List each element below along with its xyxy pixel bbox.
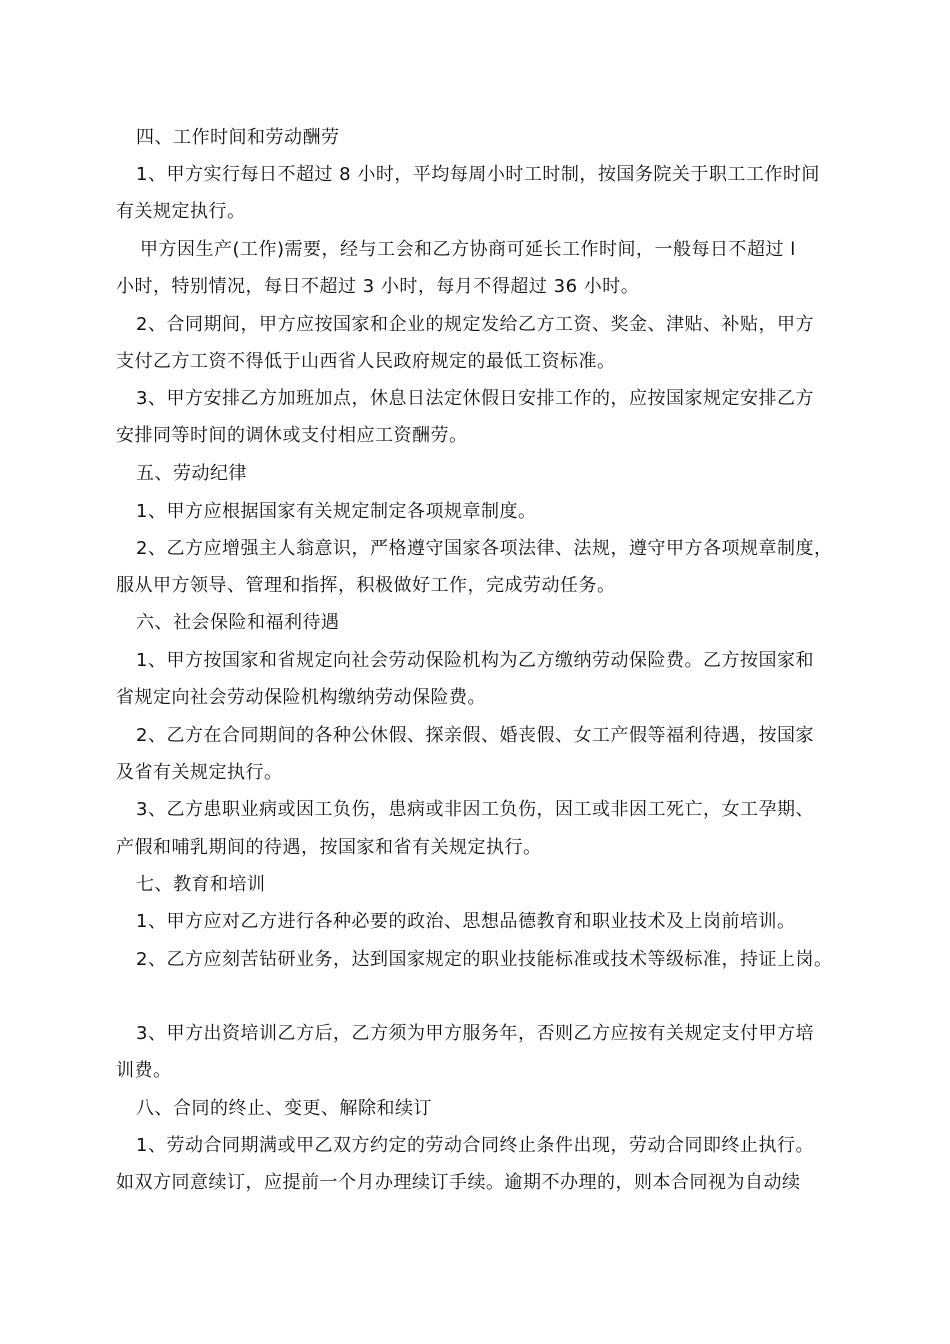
section-heading-5: 五、劳动纪律 bbox=[136, 463, 247, 484]
paragraph-line: 甲方因生产(工作)需要，经与工会和乙方协商可延长工作时间，一般每日不超过 l bbox=[140, 239, 796, 260]
paragraph-line: 1、甲方按国家和省规定向社会劳动保险机构为乙方缴纳劳动保险费。乙方按国家和 bbox=[136, 650, 814, 671]
paragraph-line: 2、乙方应增强主人翁意识，严格遵守国家各项法律、法规，遵守甲方各项规章制度， bbox=[136, 538, 833, 559]
paragraph-line: 1、甲方应对乙方进行各种必要的政治、思想品德教育和职业技术及上岗前培训。 bbox=[136, 911, 796, 932]
paragraph-line: 3、甲方出资培训乙方后，乙方须为甲方服务年，否则乙方应按有关规定支付甲方培 bbox=[136, 1023, 814, 1044]
paragraph-line: 产假和哺乳期间的待遇，按国家和省有关规定执行。 bbox=[116, 837, 542, 858]
paragraph-line: 1、甲方实行每日不超过 8 小时，平均每周小时工时制，按国务院关于职工工作时间 bbox=[136, 164, 820, 185]
section-heading-4: 四、工作时间和劳动酬劳 bbox=[136, 127, 340, 148]
paragraph-line: 安排同等时间的调休或支付相应工资酬劳。 bbox=[116, 425, 468, 446]
paragraph-line: 训费。 bbox=[116, 1060, 172, 1081]
paragraph-line: 如双方同意续订，应提前一个月办理续订手续。逾期不办理的，则本合同视为自动续 bbox=[116, 1172, 801, 1193]
paragraph-line: 省规定向社会劳动保险机构缴纳劳动保险费。 bbox=[116, 687, 486, 708]
section-heading-6: 六、社会保险和福利待遇 bbox=[136, 612, 340, 633]
section-heading-7: 七、教育和培训 bbox=[136, 874, 266, 895]
paragraph-line: 小时，特别情况，每日不超过 3 小时，每月不得超过 36 小时。 bbox=[116, 276, 640, 297]
section-heading-8: 八、合同的终止、变更、解除和续订 bbox=[136, 1098, 432, 1119]
paragraph-line: 服从甲方领导、管理和指挥，积极做好工作，完成劳动任务。 bbox=[116, 575, 616, 596]
paragraph-line: 1、甲方应根据国家有关规定制定各项规章制度。 bbox=[136, 501, 537, 522]
paragraph-line: 支付乙方工资不得低于山西省人民政府规定的最低工资标准。 bbox=[116, 351, 616, 372]
paragraph-line: 有关规定执行。 bbox=[116, 201, 246, 222]
paragraph-line: 及省有关规定执行。 bbox=[116, 762, 283, 783]
paragraph-line: 2、乙方在合同期间的各种公休假、探亲假、婚丧假、女工产假等福利待遇，按国家 bbox=[136, 725, 814, 746]
paragraph-line: 3、乙方患职业病或因工负伤，患病或非因工负伤，因工或非因工死亡，女工孕期、 bbox=[136, 799, 814, 820]
paragraph-line: 3、甲方安排乙方加班加点，休息日法定休假日安排工作的，应按国家规定安排乙方 bbox=[136, 388, 814, 409]
paragraph-line: 2、合同期间，甲方应按国家和企业的规定发给乙方工资、奖金、津贴、补贴，甲方 bbox=[136, 314, 814, 335]
paragraph-line: 2、乙方应刻苦钻研业务，达到国家规定的职业技能标准或技术等级标准，持证上岗。 bbox=[136, 949, 833, 970]
paragraph-line: 1、劳动合同期满或甲乙双方约定的劳动合同终止条件出现，劳动合同即终止执行。 bbox=[136, 1135, 814, 1156]
